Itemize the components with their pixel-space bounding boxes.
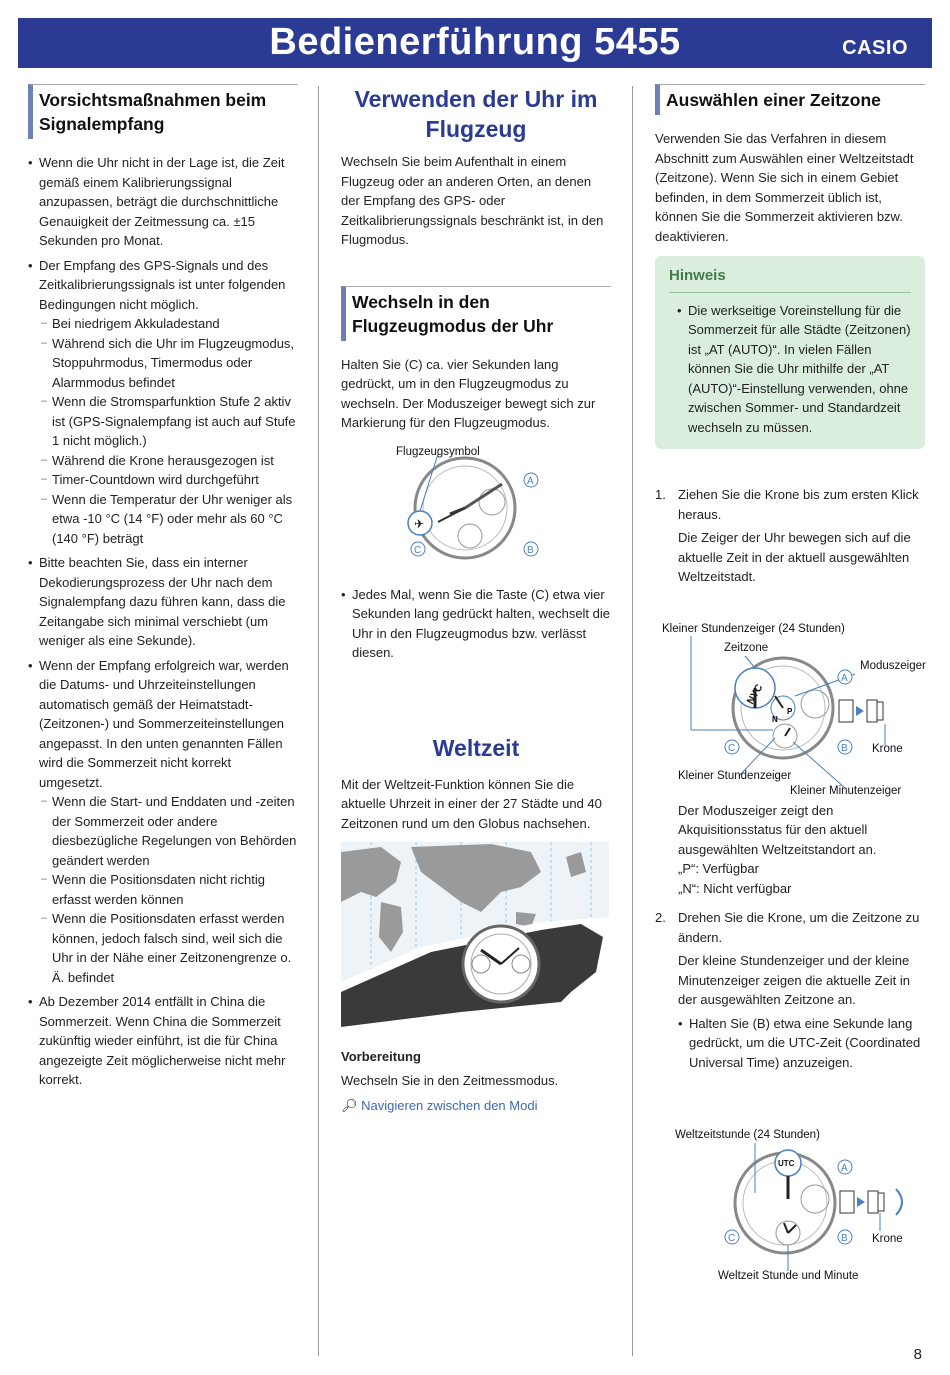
bullet-item: • Wenn die Uhr nicht in der Lage ist, die Zeit gemäß einem Kalibrierungssignal anzupassen, beträgt die durchschnittliche Genauigkeit der Zeitmessung ca. ±15 Sekunden pro Monat. xyxy=(28,153,298,251)
step-text: Ziehen Sie die Krone bis zum ersten Klick heraus. xyxy=(678,487,919,522)
column-divider xyxy=(318,86,319,1356)
paragraph: Mit der Weltzeit-Funktion können Sie die aktuelle Uhrzeit in einer der 27 Städte und 40 Zeitzonen rund um den Globus nachsehen. xyxy=(341,776,602,831)
page-number: 8 xyxy=(913,1346,922,1363)
fig-label: Kleiner Stundenzeiger xyxy=(678,770,792,782)
fig-label: Krone xyxy=(872,1233,903,1245)
bullet-item: • Ab Dezember 2014 entfällt in China die Sommerzeit. Wenn China die Sommerzeit zukünftig wieder einführt, ist die für China angezeigte Zeit möglicherweise nicht mehr korrekt. xyxy=(28,992,298,1090)
step-2 xyxy=(655,908,925,947)
fig-label: Kleiner Stundenzeiger (24 Stunden) xyxy=(662,623,845,635)
fig-label: Krone xyxy=(872,743,903,755)
column-left xyxy=(28,84,298,1090)
nav-link[interactable] xyxy=(341,1096,611,1116)
dash-item: – Wenn die Positionsdaten nicht richtig erfasst werden können xyxy=(28,870,298,909)
section-heading: Vorsichtsmaßnahmen beim Signalempfang xyxy=(28,84,298,139)
paragraph: Wechseln Sie beim Aufenthalt in einem Flugzeug oder an anderen Orten, an denen der Empfang des GPS- oder Zeitkalibrierungssignals beschränkt ist, in den Flugmodus. xyxy=(341,154,604,247)
bullet-item: • Wenn der Empfang erfolgreich war, werden die Datums- und Uhrzeiteinstellungen automatisch gemäß der Heimatstadt-(Zeitzonen-) und Sommerzeiteinstellungen angepasst. In den unten genannten Fällen wird die Sommerzeit nicht korrekt umgesetzt. xyxy=(28,656,298,793)
dash-item: – Wenn die Temperatur der Uhr weniger als etwa -10 °C (14 °F) oder mehr als 60 °C (140 °F) beträgt xyxy=(28,490,298,549)
column-divider xyxy=(632,86,633,1356)
svg-text:B: B xyxy=(841,743,848,754)
search-icon: 🔎︎ xyxy=(341,1098,358,1113)
svg-text:C: C xyxy=(728,743,736,754)
button-c-label: C xyxy=(414,545,422,556)
dash-item: – Bei niedrigem Akkuladestand xyxy=(28,314,298,334)
bullet-item: • Jedes Mal, wenn Sie die Taste (C) etwa vier Sekunden lang gedrückt halten, wechselt die Uhr in den Flugzeugmodus bzw. verlässt diesen. xyxy=(341,585,611,663)
status-p: „P“: Verfügbar xyxy=(678,861,759,876)
button-b-label: B xyxy=(527,545,534,556)
status-n: „N“: Nicht verfügbar xyxy=(678,880,792,896)
fig-label: Zeitzone xyxy=(724,642,769,654)
dash-item: – Wenn die Stromsparfunktion Stufe 2 aktiv ist (GPS-Signalempfang ist auch auf Stufe 1 nicht möglich.) xyxy=(28,392,298,451)
bullet-item: • Der Empfang des GPS-Signals und des Zeitkalibrierungssignals ist unter folgenden Bedingungen nicht möglich. xyxy=(28,256,298,315)
watch-utc-figure xyxy=(700,1143,930,1273)
svg-text:N: N xyxy=(772,715,778,724)
svg-text:C: C xyxy=(728,1233,736,1244)
hint-box xyxy=(655,256,925,449)
hint-title: Hinweis xyxy=(669,266,911,293)
fig-label: Moduszeiger xyxy=(860,660,926,672)
svg-text:✈: ✈ xyxy=(414,517,425,531)
step-sub: Der kleine Stundenzeiger und der kleine Minutenzeiger zeigen die aktuelle Zeit in der ausgewählten Zeitzone an. xyxy=(678,953,910,1007)
dash-item: – Wenn die Start- und Enddaten und -zeiten der Sommerzeit oder andere diesbezügliche Regelungen von Behörden geändert werden xyxy=(28,792,298,870)
fig-label: Weltzeitstunde (24 Stunden) xyxy=(675,1129,820,1141)
fig-label: Weltzeit Stunde und Minute xyxy=(718,1270,859,1282)
hint-text: • Die werkseitige Voreinstellung für die Sommerzeit für alle Städte (Zeitzonen) ist „AT (AUTO)“. In vielen Fällen können Sie die Uhr mithilfe der „AT (AUTO)“-Einstellung verwenden, ohne zwischen Sommer- und Standardzeit wechseln zu müssen. xyxy=(677,301,911,438)
svg-text:P: P xyxy=(787,707,793,716)
dash-item: – Wenn die Positionsdaten erfasst werden können, jedoch falsch sind, weil sich die Uhr in der Nähe einer Zeitzonengrenze o. Ä. befindet xyxy=(28,909,298,987)
casio-logo: CASIO xyxy=(842,37,908,59)
fig-label: Kleiner Minutenzeiger xyxy=(790,785,902,797)
step-text: Drehen Sie die Krone, um die Zeitzone zu ändern. xyxy=(678,910,920,945)
svg-text:A: A xyxy=(841,1163,848,1174)
nav-link-text[interactable]: Navigieren zwischen den Modi xyxy=(361,1098,538,1113)
dash-item: – Während die Krone herausgezogen ist xyxy=(28,451,298,471)
dash-item: – Während sich die Uhr im Flugzeugmodus, Stoppuhrmodus, Timermodus oder Alarmmodus befindet xyxy=(28,334,298,393)
page-title: Bedienerführung 5455 xyxy=(269,21,681,63)
header-banner xyxy=(18,18,932,68)
paragraph: Verwenden Sie das Verfahren in diesem Abschnitt zum Auswählen einer Weltzeitstadt (Zeitzone). Wenn Sie sich in einem Gebiet befinden, in dem Sommerzeit üblich ist, können Sie die Sommerzeit aktivieren bzw. deaktivieren. xyxy=(655,131,914,244)
step-number: 1. xyxy=(655,487,666,502)
paragraph: Der Moduszeiger zeigt den Akquisitionsstatus für den aktuell ausgewählten Weltzeitstandort an. xyxy=(678,802,877,857)
section-heading: Auswählen einer Zeitzone xyxy=(655,84,925,115)
paragraph: Halten Sie (C) ca. vier Sekunden lang gedrückt, um in den Flugzeugmodus zu wechseln. Der Moduszeiger bewegt sich zur Markierung für den Flugzeugmodus. xyxy=(341,356,596,430)
world-map-image xyxy=(341,842,609,1034)
fig-label-flugzeugsymbol: Flugzeugsymbol xyxy=(396,446,480,458)
prep-label: Vorbereitung xyxy=(341,1049,421,1064)
bullet-item: • Halten Sie (B) etwa eine Sekunde lang gedrückt, um die UTC-Zeit (Coordinated Universal Time) anzuzeigen. xyxy=(678,1014,925,1073)
section-heading: Wechseln in den Flugzeugmodus der Uhr xyxy=(341,286,611,341)
watch-airplane-figure xyxy=(390,444,550,564)
button-a-label: A xyxy=(527,476,534,487)
step-number: 2. xyxy=(655,910,666,925)
svg-text:A: A xyxy=(841,673,848,684)
column-right xyxy=(655,84,925,1072)
bullet-item: • Bitte beachten Sie, dass ein interner Dekodierungsprozess der Uhr nach dem Signalempfang dazu führen kann, dass die Zeitangabe sich minimal verschiebt (um weniger als eine Sekunde). xyxy=(28,553,298,651)
utc-label: UTC xyxy=(778,1159,795,1168)
step-1 xyxy=(655,485,925,524)
prep-text: Wechseln Sie in den Zeitmessmodus. xyxy=(341,1072,559,1088)
section-title-flugzeug: Verwenden der Uhr im Flugzeug xyxy=(354,86,598,142)
dash-item: – Timer-Countdown wird durchgeführt xyxy=(28,470,298,490)
step-sub: Die Zeiger der Uhr bewegen sich auf die aktuelle Zeit in der aktuell ausgewählten Weltzeitstadt. xyxy=(678,530,911,584)
svg-text:B: B xyxy=(841,1233,848,1244)
section-title-weltzeit: Weltzeit xyxy=(432,734,520,761)
